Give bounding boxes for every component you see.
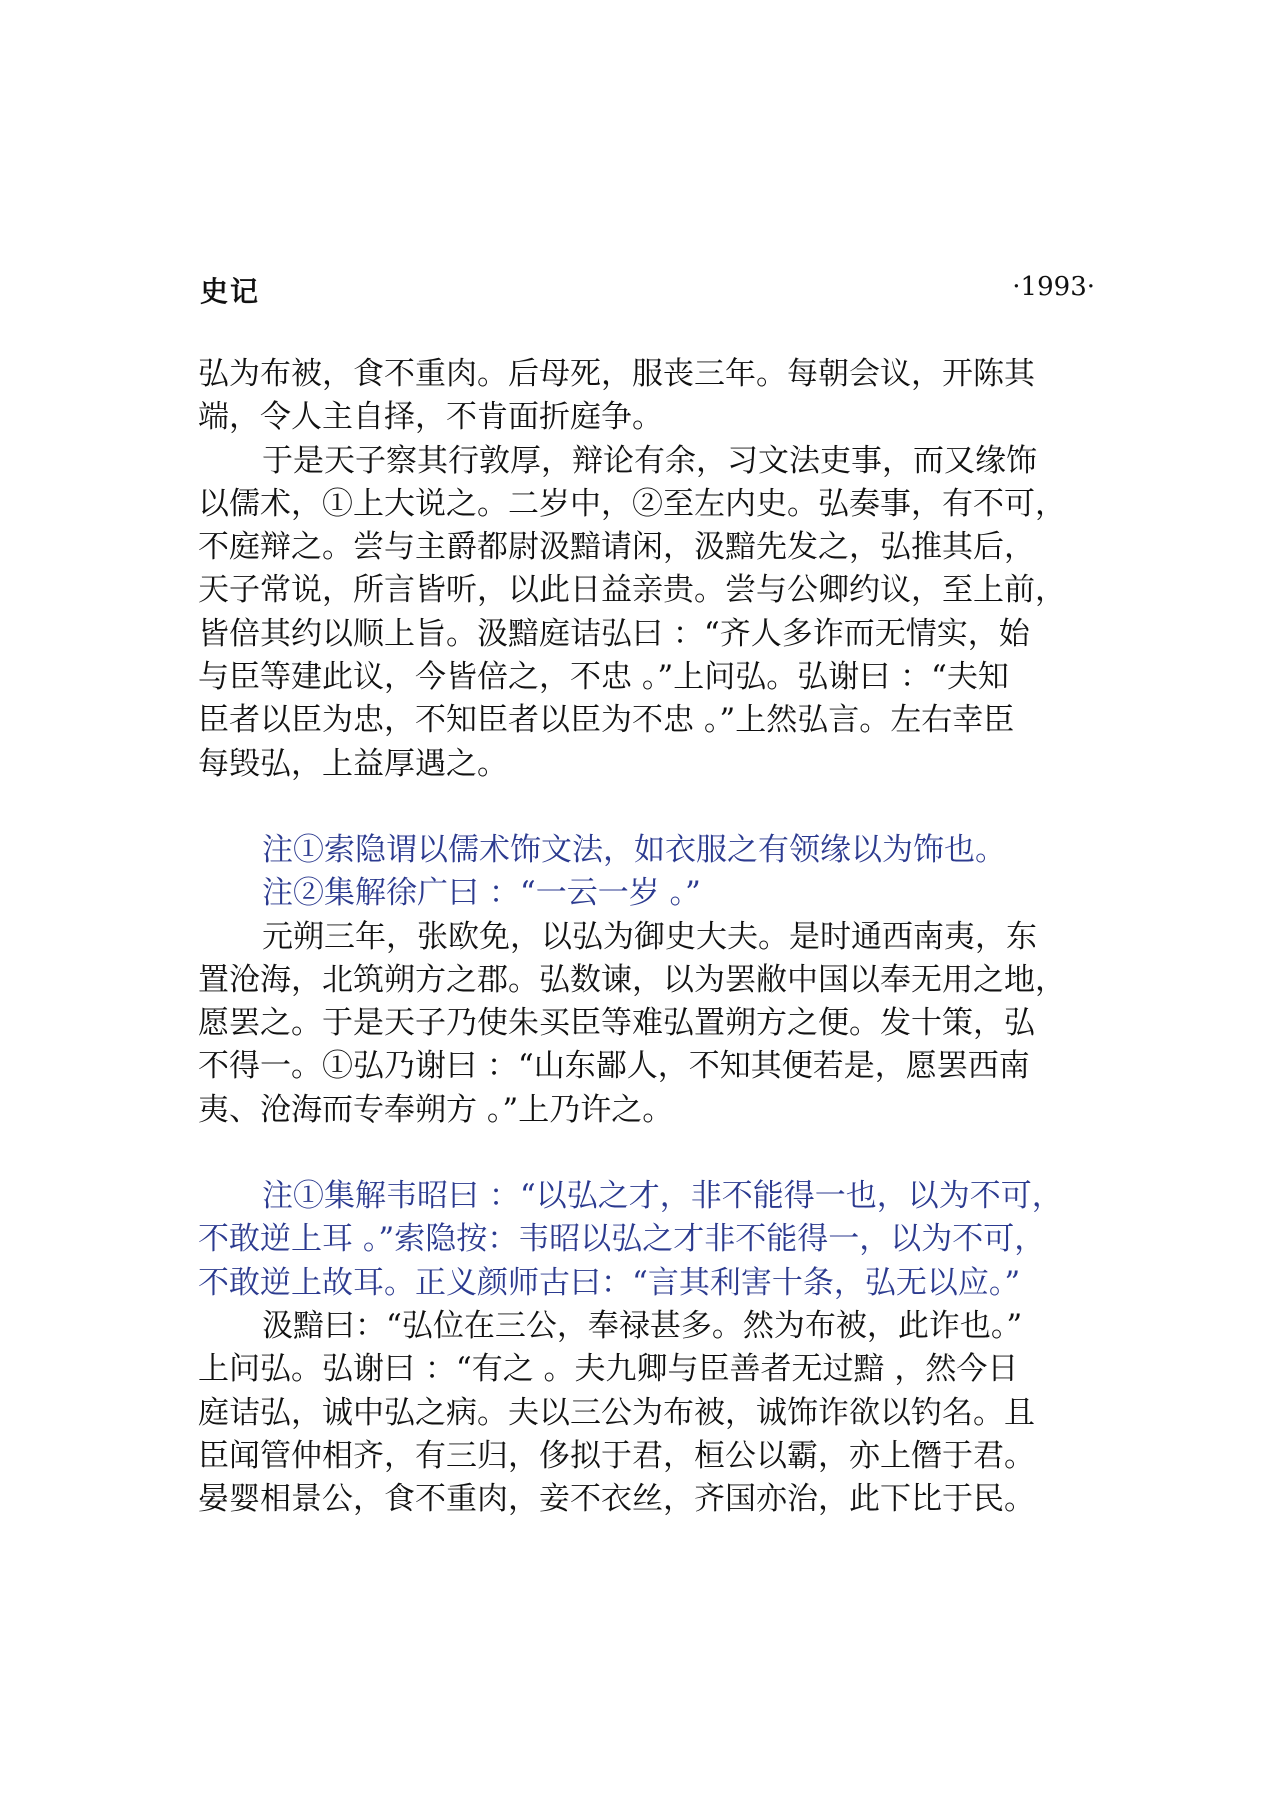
- text-line: 天子常说，所言皆听，以此日益亲贵。尝与公卿约议，至上前，: [198, 572, 1066, 609]
- text-line: 每毁弘，上益厚遇之。: [198, 745, 508, 782]
- text-line: 臣闻管仲相齐，有三归，侈拟于君，桓公以霸，亦上僭于君。: [198, 1437, 1035, 1474]
- text-line: 于是天子察其行敦厚，辩论有余，习文法吏事，而又缘饰: [262, 442, 1037, 479]
- text-line: 不得一。①弘乃谢曰 ：“山东鄙人，不知其便若是，愿罢西南: [198, 1048, 1030, 1085]
- text-line: 端，令人主自择，不肯面折庭争。: [198, 399, 663, 436]
- text-line: 晏婴相景公，食不重肉，妾不衣丝，齐国亦治，此下比于民。: [198, 1481, 1035, 1518]
- page-header: [200, 270, 1095, 310]
- text-line: 置沧海，北筑朔方之郡。弘数谏，以为罢敝中国以奉无用之地，: [198, 961, 1066, 998]
- note-line: 注②集解徐广曰 ：“一云一岁 。”: [262, 875, 701, 912]
- annotation-note: [198, 829, 1098, 872]
- page-body: [198, 353, 1098, 1521]
- text-line: 上问弘。弘谢曰 ：“有之 。夫九卿与臣善者无过黯 ，然今日: [198, 1351, 1019, 1388]
- paragraph-gap: [198, 786, 1098, 829]
- paragraph: [198, 353, 1098, 440]
- note-line: 不敢逆上故耳。正义颜师古曰：“言其利害十条，弘无以应。”: [198, 1264, 1021, 1301]
- text-line: 元朔三年，张欧免，以弘为御史大夫。是时通西南夷，东: [262, 918, 1037, 955]
- text-line: 臣者以臣为忠，不知臣者以臣为不忠 。”上然弘言。左右幸臣: [198, 702, 1015, 739]
- text-line: 皆倍其约以顺上旨。汲黯庭诘弘曰 ：“齐人多诈而无情实，始: [198, 615, 1030, 652]
- note-line: 不敢逆上耳 。”索隐按：韦昭以弘之才非不能得一，以为不可，: [198, 1221, 1046, 1258]
- note-line: 注①索隐谓以儒术饰文法，如衣服之有领缘以为饰也。: [262, 831, 1006, 868]
- text-line: 以儒术，①上大说之。二岁中，②至左内史。弘奏事，有不可，: [198, 485, 1066, 522]
- text-line: 不庭辩之。尝与主爵都尉汲黯请闲，汲黯先发之，弘推其后，: [198, 529, 1035, 566]
- page-number: ·1993·: [1012, 272, 1095, 302]
- text-line: 弘为布被，食不重肉。后母死，服丧三年。每朝会议，开陈其: [198, 356, 1035, 392]
- paragraph-gap: [198, 1132, 1098, 1175]
- paragraph: [198, 1305, 1098, 1521]
- text-line: 夷、沧海而专奉朔方 。”上乃许之。: [198, 1091, 674, 1128]
- text-line: 庭诘弘，诚中弘之病。夫以三公为布被，诚饰诈欲以钓名。且: [198, 1394, 1035, 1431]
- paragraph: [198, 440, 1098, 786]
- text-line: 与臣等建此议，今皆倍之，不忠 。”上问弘。弘谢曰 ：“夫知: [198, 659, 1009, 696]
- annotation-note: [198, 872, 1098, 915]
- annotation-note: [198, 1175, 1098, 1305]
- text-line: 愿罢之。于是天子乃使朱买臣等难弘置朔方之便。发十策，弘: [198, 1005, 1035, 1042]
- book-title: 史记: [200, 275, 261, 308]
- paragraph: [198, 916, 1098, 1132]
- note-line: 注①集解韦昭曰 ：“以弘之才，非不能得一也，以为不可，: [262, 1178, 1063, 1215]
- text-line: 汲黯曰：“弘位在三公，奉禄甚多。然为布被，此诈也。”: [262, 1307, 1023, 1344]
